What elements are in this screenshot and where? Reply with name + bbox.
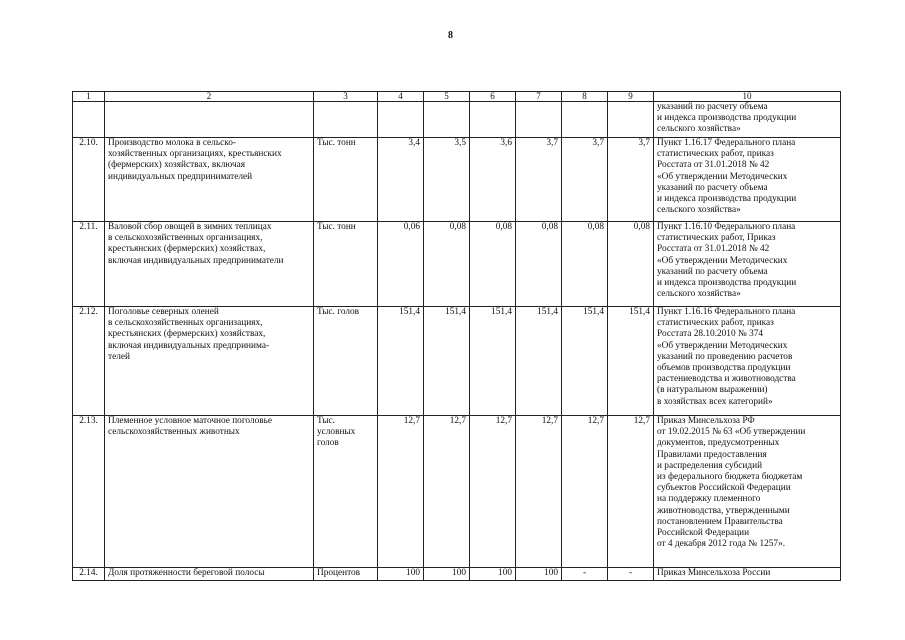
value-cell [608, 102, 654, 138]
table-row [73, 568, 841, 581]
table-row [73, 416, 841, 568]
value-cell: 151,4 [424, 307, 470, 416]
row-number: 2.12. [73, 307, 105, 416]
value-cell: 3,7 [516, 138, 562, 222]
row-number: 2.10. [73, 138, 105, 222]
value-cell: - [562, 568, 608, 581]
indicator-name [105, 102, 314, 138]
value-cell: 0,08 [516, 222, 562, 307]
value-cell: 0,08 [470, 222, 516, 307]
column-header: 10 [654, 92, 841, 102]
value-cell: 12,7 [608, 416, 654, 568]
value-cell: 151,4 [562, 307, 608, 416]
value-cell: 151,4 [516, 307, 562, 416]
value-cell [562, 102, 608, 138]
value-cell: 100 [424, 568, 470, 581]
value-cell: 0,08 [562, 222, 608, 307]
source-document: Пункт 1.16.17 Федерального плана статистических работ, приказ Росстата от 31.01.2018 № 42 «Об утверждении Методических указаний по расчету объема и индекса производства продукции сельского хозяйства» [654, 138, 841, 222]
value-cell: 0,08 [424, 222, 470, 307]
value-cell [516, 102, 562, 138]
value-cell: 3,7 [608, 138, 654, 222]
column-header: 6 [470, 92, 516, 102]
value-cell: 12,7 [378, 416, 424, 568]
source-document: указаний по расчету объема и индекса производства продукции сельского хозяйства» [654, 102, 841, 138]
column-header: 3 [314, 92, 378, 102]
table-row [73, 138, 841, 222]
unit: Процентов [314, 568, 378, 581]
value-cell: 3,5 [424, 138, 470, 222]
source-document: Пункт 1.16.10 Федерального плана статистических работ, Приказ Росстата от 31.01.2018 № 42 «Об утверждении Методических указаний по расчету объема и индекса производства продукции сельского хозяйства» [654, 222, 841, 307]
table-row [73, 222, 841, 307]
column-header: 8 [562, 92, 608, 102]
column-header: 2 [105, 92, 314, 102]
value-cell [470, 102, 516, 138]
unit [314, 102, 378, 138]
value-cell: 100 [516, 568, 562, 581]
value-cell: 0,06 [378, 222, 424, 307]
value-cell: - [608, 568, 654, 581]
row-number [73, 102, 105, 138]
indicator-name: Поголовье северных оленей в сельскохозяйственных организациях, крестьянских (фермерских) хозяйствах, включая индивидуальных предпринима- телей [105, 307, 314, 416]
source-document: Приказ Минсельхоза России [654, 568, 841, 581]
indicator-name: Доля протяженности береговой полосы [105, 568, 314, 581]
value-cell [424, 102, 470, 138]
value-cell: 100 [378, 568, 424, 581]
indicator-name: Племенное условное маточное поголовье сельскохозяйственных животных [105, 416, 314, 568]
value-cell: 151,4 [470, 307, 516, 416]
value-cell: 12,7 [562, 416, 608, 568]
value-cell: 12,7 [516, 416, 562, 568]
unit: Тыс. условных голов [314, 416, 378, 568]
column-header: 1 [73, 92, 105, 102]
table-row [73, 102, 841, 138]
unit: Тыс. голов [314, 307, 378, 416]
row-number: 2.14. [73, 568, 105, 581]
value-cell: 3,6 [470, 138, 516, 222]
value-cell: 151,4 [378, 307, 424, 416]
table-row [73, 307, 841, 416]
value-cell: 12,7 [424, 416, 470, 568]
indicator-name: Валовой сбор овощей в зимних теплицах в сельскохозяйственных организациях, крестьянских (фермерских) хозяйствах, включая индивидуальных предприниматели [105, 222, 314, 307]
source-document: Пункт 1.16.16 Федерального плана статистических работ, приказ Росстата 28.10.2010 № 374 «Об утверждении Методических указаний по проведению расчетов объемов производства продукции растениеводства и животноводства (в натуральном выражении) в хозяйствах всех категорий» [654, 307, 841, 416]
value-cell: 3,7 [562, 138, 608, 222]
column-header: 9 [608, 92, 654, 102]
value-cell [378, 102, 424, 138]
indicators-table [72, 91, 841, 581]
value-cell: 3,4 [378, 138, 424, 222]
column-header: 4 [378, 92, 424, 102]
value-cell: 12,7 [470, 416, 516, 568]
source-document: Приказ Минсельхоза РФ от 19.02.2015 № 63 «Об утверждении документов, предусмотренных Правилами предоставления и распределения субсидий из федерального бюджета бюджетам субъектов Российской Федерации на поддержку племенного животноводства, утвержденными постановлением Правительства Российской Федерации от 4 декабря 2012 года № 1257». [654, 416, 841, 568]
column-number-row [73, 92, 841, 102]
unit: Тыс. тонн [314, 138, 378, 222]
indicator-name: Производство молока в сельско- хозяйственных организациях, крестьянских (фермерских) хозяйствах, включая индивидуальных предпринимателей [105, 138, 314, 222]
column-header: 5 [424, 92, 470, 102]
value-cell: 0,08 [608, 222, 654, 307]
value-cell: 100 [470, 568, 516, 581]
row-number: 2.11. [73, 222, 105, 307]
column-header: 7 [516, 92, 562, 102]
unit: Тыс. тонн [314, 222, 378, 307]
page-number: 8 [448, 30, 453, 41]
value-cell: 151,4 [608, 307, 654, 416]
row-number: 2.13. [73, 416, 105, 568]
